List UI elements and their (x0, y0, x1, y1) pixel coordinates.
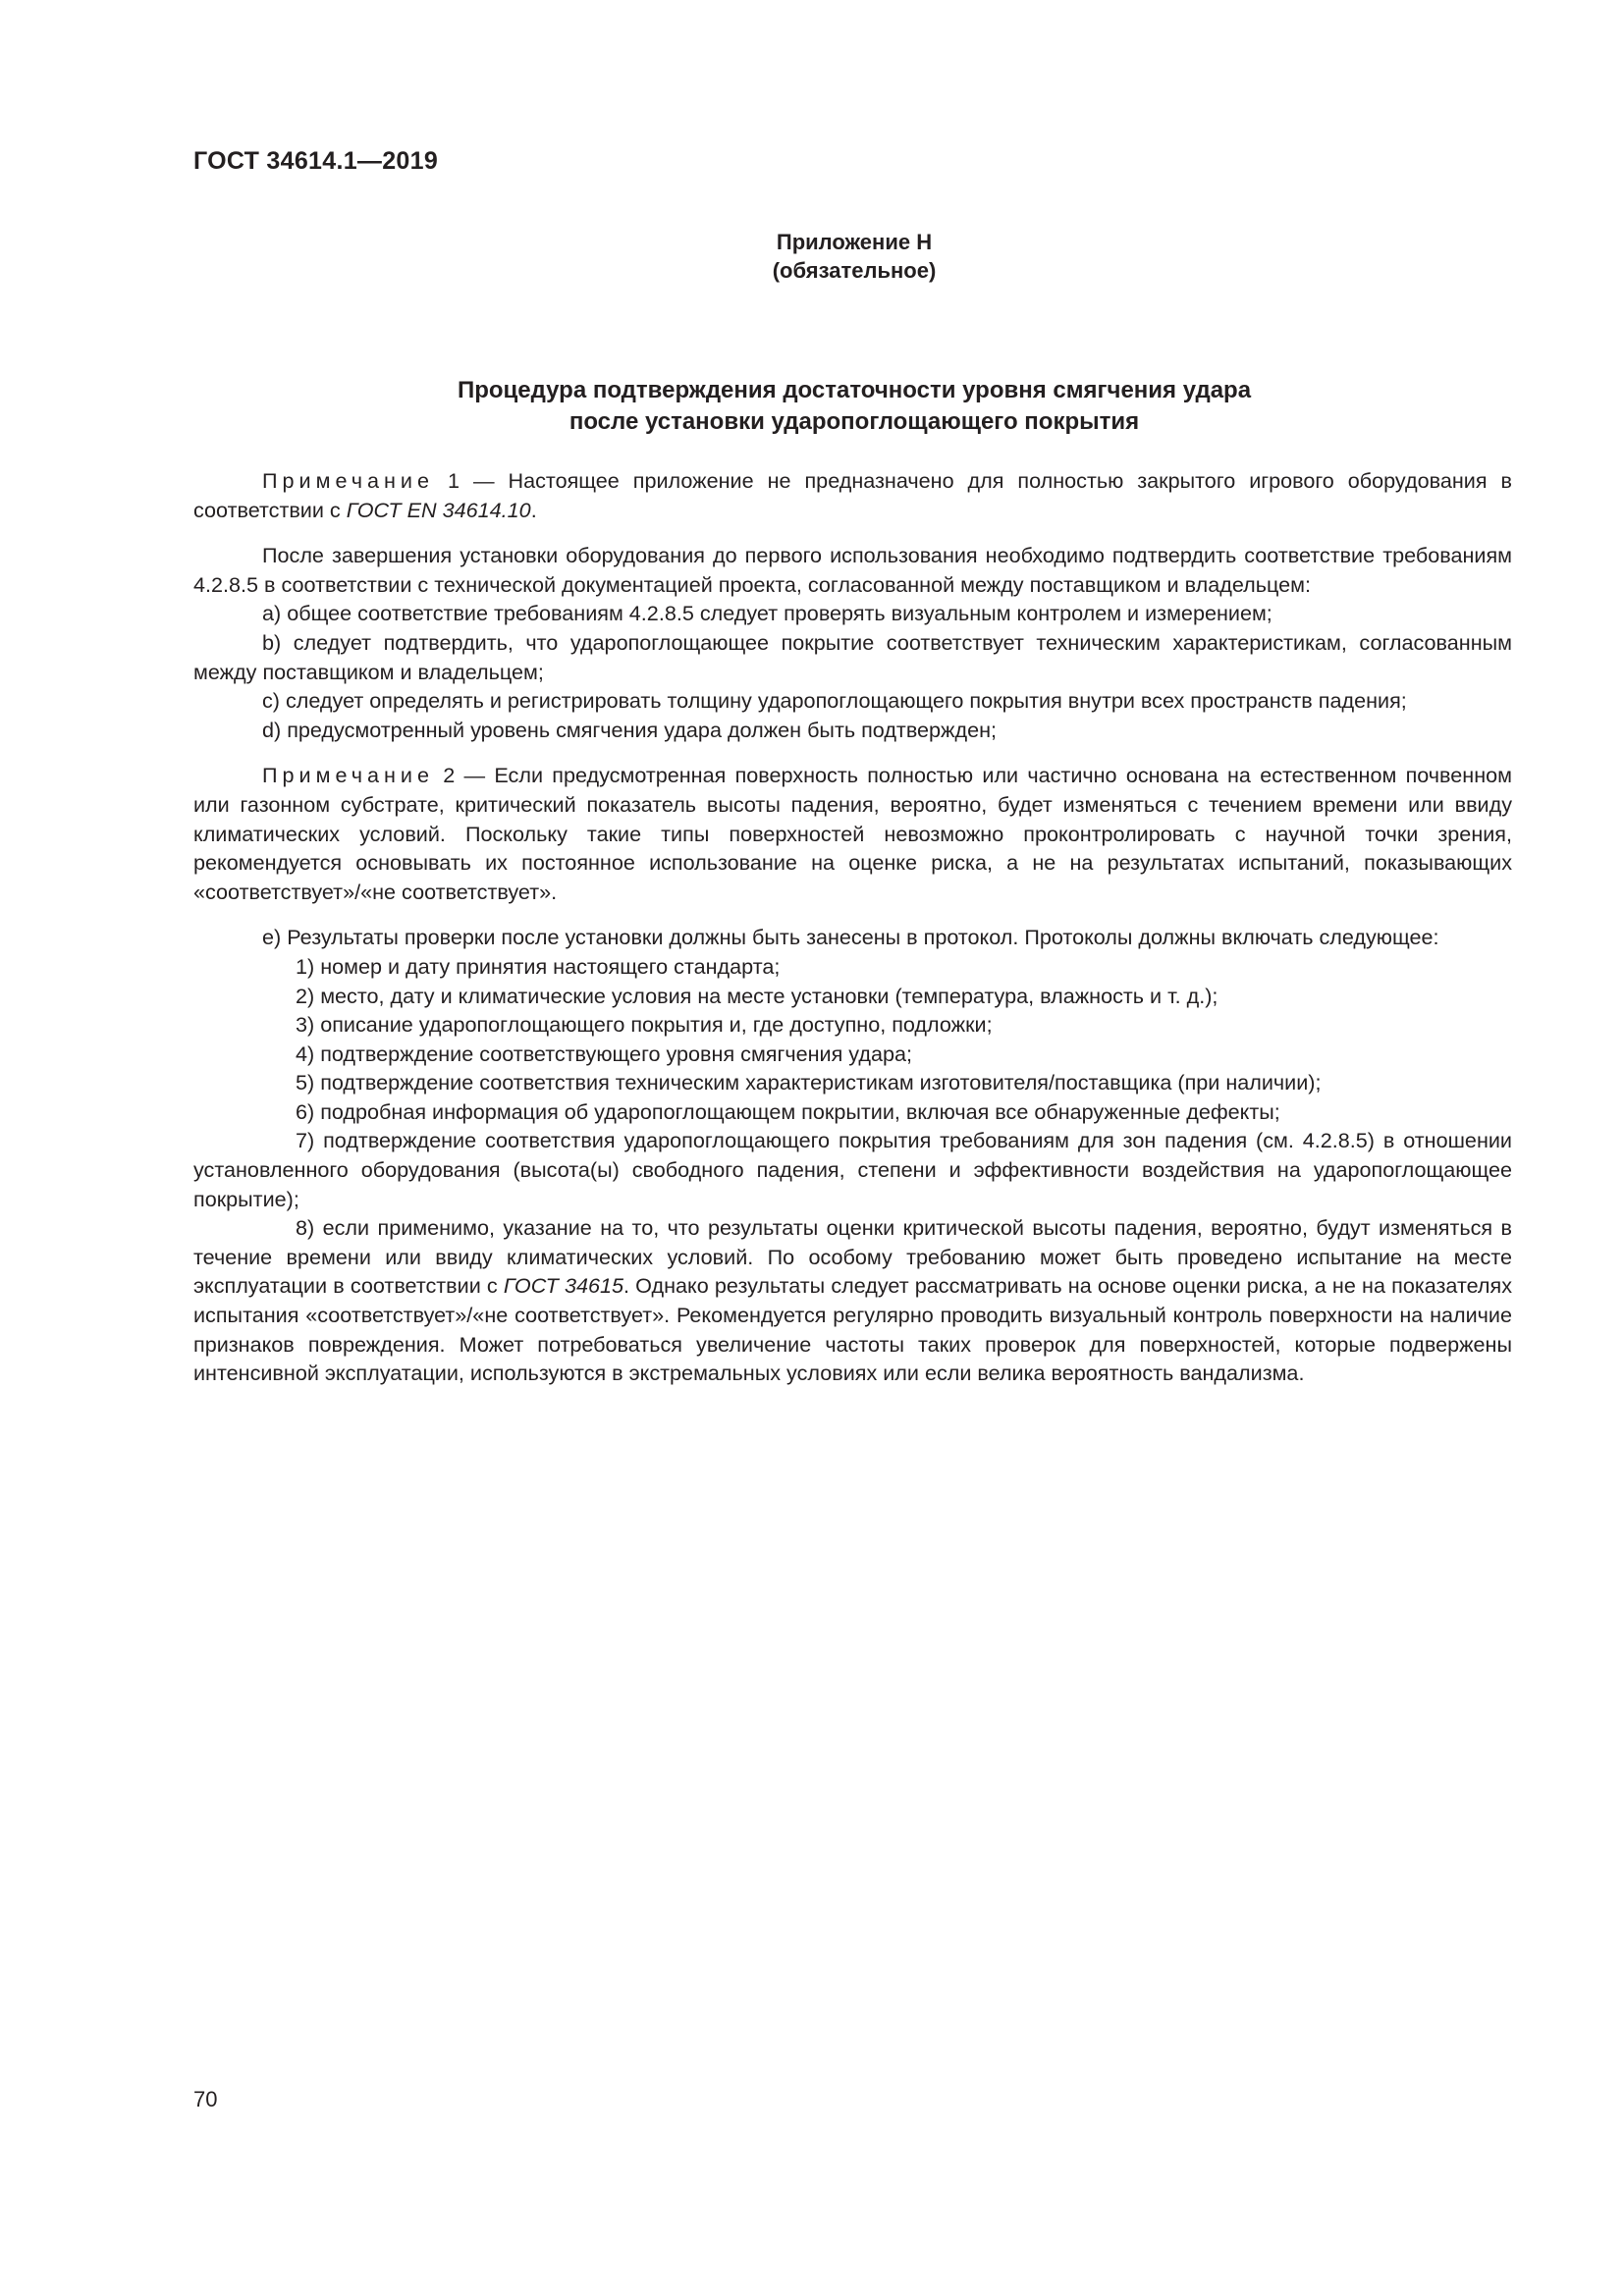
note-1-reference: ГОСТ EN 34614.10 (346, 497, 531, 522)
annex-label: Приложение Н (776, 230, 933, 254)
document-code: ГОСТ 34614.1—2019 (193, 147, 439, 175)
item-c: c) следует определять и регистрировать толщину ударопоглощающего покрытия внутри всех пространств падения; (262, 688, 1407, 714)
note-1-end: . (530, 497, 537, 522)
intro-paragraph: После завершения установки оборудования до первого использования необходимо подтвердить соответствие требованиям 4.2.8.5 в соответствии с технической документацией проекта, согласованной между поставщиком и владельцем: (193, 543, 1512, 597)
note-1-label: Примечание (262, 468, 434, 493)
item-a: a) общее соответствие требованиям 4.2.8.5 следует проверять визуальным контролем и измерением; (262, 601, 1272, 626)
annex-body (193, 466, 1512, 1388)
sub-item-3: 3) описание ударопоглощающего покрытия и, где доступно, подложки; (296, 1012, 993, 1038)
sub-item-6: 6) подробная информация об ударопоглощающем покрытии, включая все обнаруженные дефекты; (296, 1098, 1280, 1124)
annex-title-line-2: после установки ударопоглощающего покрытия (568, 408, 1140, 435)
note-1 (193, 466, 1512, 524)
item-b: b) следует подтвердить, что ударопоглощающее покрытие соответствует техническим характеристикам, согласованным между поставщиком и владельцем; (193, 629, 1512, 684)
note-2-label: Примечание (262, 763, 434, 788)
sub-item-2: 2) место, дату и климатические условия на месте установки (температура, влажность и т. д.); (296, 983, 1218, 1008)
note-1-text: 1 — Настоящее приложение не предназначено для полностью закрытого игрового оборудования в соответствии с (193, 468, 1512, 522)
sub-item-8-reference: ГОСТ 34615 (503, 1273, 624, 1299)
sub-item-8-rest: . Однако результаты следует рассматривать на основе оценки риска, а не на показателях испытания «соответствует»/«не соответствует». Рекомендуется регулярно проводить визуальный контроль поверхности на наличие признаков повреждения. Может потребоваться увеличение частоты таких проверок для поверхностей, которые подвержены интенсивной эксплуатации, используются в экстремальных условиях или если велика вероятность вандализма. (193, 1273, 1512, 1386)
annex-title-line-1: Процедура подтверждения достаточности уровня смягчения удара (457, 377, 1252, 403)
annex-status: (обязательное) (772, 258, 937, 283)
sub-item-8-text: 8) если применимо, указание на то, что результаты оценки критической высоты падения, вероятно, будут изменяться в течение времени или ввиду климатических условий. По особому требованию может быть проведено испытание на месте эксплуатации в соответствии с (193, 1215, 1512, 1299)
sub-item-5: 5) подтверждение соответствия техническим характеристикам изготовителя/поставщика (при наличии); (296, 1070, 1322, 1095)
note-2 (193, 761, 1512, 906)
annex-title (196, 375, 1512, 438)
item-d: d) предусмотренный уровень смягчения удара должен быть подтвержден; (262, 717, 998, 742)
item-e: e) Результаты проверки после установки должны быть занесены в протокол. Протоколы должны включать следующее: (262, 925, 1439, 950)
sub-item-7: 7) подтверждение соответствия ударопоглощающего покрытия требованиям для зон падения (см. 4.2.8.5) в отношении установленного оборудования (высота(ы) свободного падения, степени и эффективности воздействия на ударопоглощающее покрытие); (193, 1128, 1512, 1211)
annex-heading (589, 228, 1119, 285)
note-2-text: 2 — Если предусмотренная поверхность полностью или частично основана на естественном почвенном или газонном субстрате, критический показатель высоты падения, вероятно, будет изменяться с течением времени или ввиду климатических условий. Поскольку такие типы поверхностей невозможно проконтролировать с научной точки зрения, рекомендуется основывать их постоянное использование на оценке риска, а не на результатах испытаний, показывающих «соответствует»/«не соответствует». (193, 763, 1512, 904)
sub-item-8 (193, 1213, 1512, 1388)
sub-item-4: 4) подтверждение соответствующего уровня смягчения удара; (296, 1041, 912, 1066)
page-number: 70 (193, 2087, 218, 2111)
sub-item-1: 1) номер и дату принятия настоящего стандарта; (296, 953, 781, 979)
